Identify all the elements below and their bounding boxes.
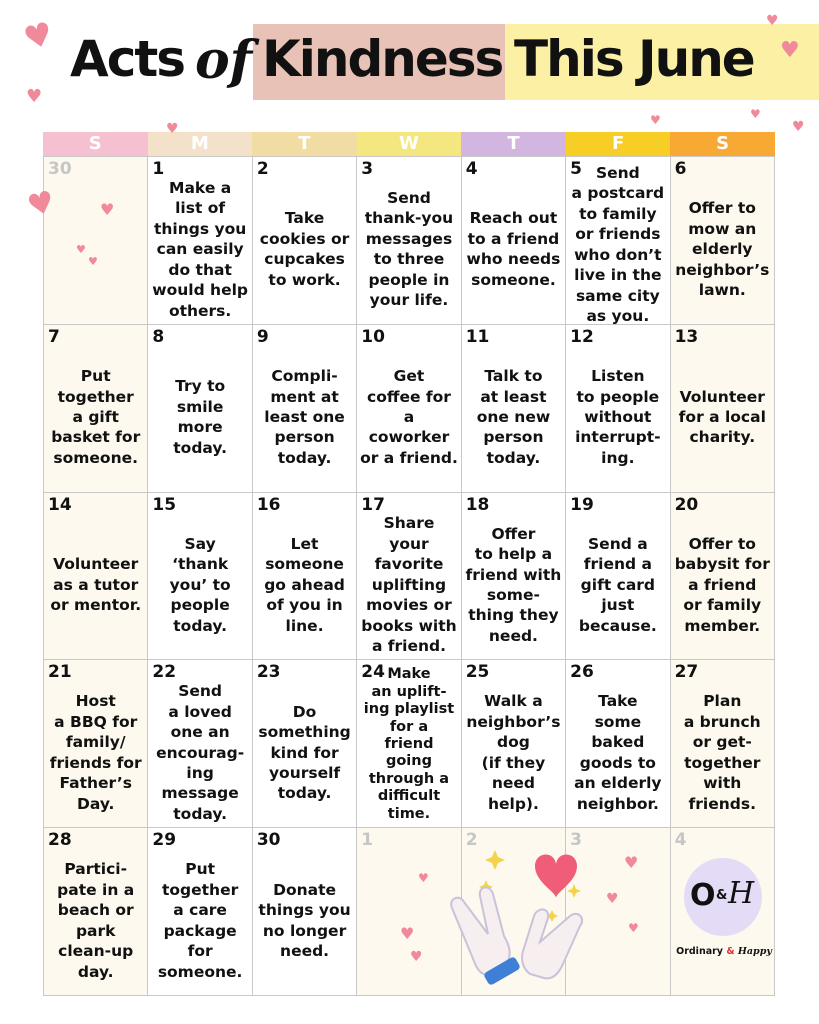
heart-icon: ♥ xyxy=(628,921,639,935)
kindness-activity: Send a loved one an encourag- ing message today. xyxy=(156,682,245,823)
calendar-day-cell xyxy=(566,325,670,493)
day-number: 6 xyxy=(674,159,687,179)
calendar-day-cell xyxy=(462,325,566,493)
page-title xyxy=(0,22,819,102)
kindness-activity: Try to smile more today. xyxy=(173,377,227,457)
heart-icon: ♥ xyxy=(780,38,800,63)
heart-icon: ♥ xyxy=(410,949,423,965)
heart-icon: ♥ xyxy=(792,119,805,135)
day-number: 13 xyxy=(674,326,699,347)
brand-ampersand: & xyxy=(726,946,735,957)
title-of: of xyxy=(195,30,253,91)
title-this-june: This June xyxy=(514,30,754,88)
day-number: 22 xyxy=(152,662,177,683)
kindness-activity: Send a friend a gift card just because. xyxy=(578,534,657,635)
weekday-header-2: T xyxy=(252,132,357,156)
calendar-grid xyxy=(43,156,775,996)
kindness-activity: Put together a gift basket for someone. xyxy=(51,367,141,467)
kindness-activity: Volunteer for a local charity. xyxy=(678,387,766,447)
kindness-activity: Get coffee for a coworker or a friend. xyxy=(360,367,458,467)
weekday-header-5: F xyxy=(566,132,671,156)
kindness-activity: Compli- ment at least one person today. xyxy=(264,367,345,467)
kindness-activity: Volunteer as a tutor or mentor. xyxy=(50,555,142,615)
day-number: 15 xyxy=(152,494,177,515)
weekday-header-0: S xyxy=(43,132,148,156)
heart-icon: ♥ xyxy=(88,255,98,268)
calendar-day-cell xyxy=(671,493,775,661)
day-number: 30 xyxy=(48,159,72,179)
heart-icon: ♥ xyxy=(750,107,761,121)
day-number: 19 xyxy=(570,494,594,515)
calendar-day-cell xyxy=(148,660,252,828)
heart-icon: ♥ xyxy=(606,891,619,907)
brand-word-happy: Happy xyxy=(737,946,772,957)
calendar-day-cell xyxy=(357,325,461,493)
day-number: 14 xyxy=(48,494,72,515)
kindness-activity: Take cookies or cupcakes to work. xyxy=(259,209,350,289)
calendar-day-cell xyxy=(148,493,252,661)
heart-icon: ♥ xyxy=(766,13,779,29)
logo-letter-o: O xyxy=(690,878,716,913)
day-number: 16 xyxy=(256,494,281,515)
day-number: 1 xyxy=(361,830,374,851)
weekday-header-3: W xyxy=(357,132,462,156)
kindness-activity: Do something kind for yourself today. xyxy=(258,702,351,803)
kindness-activity: Put together a care package for someone. xyxy=(157,860,243,981)
day-number: 25 xyxy=(465,662,490,683)
calendar-day-cell xyxy=(357,660,461,828)
day-number: 4 xyxy=(465,159,478,179)
day-number: 2 xyxy=(465,830,478,851)
kindness-activity: Make an uplift- ing playlist for a friend going through a difficult time. xyxy=(363,666,455,822)
kindness-activity: Let someone go ahead of you in line. xyxy=(264,534,345,635)
heart-icon: ♥ xyxy=(76,243,86,256)
day-number: 10 xyxy=(361,326,385,347)
day-number: 5 xyxy=(570,159,582,179)
kindness-activity: Partici- pate in a beach or park clean-up day. xyxy=(57,860,135,981)
calendar-day-cell xyxy=(44,493,148,661)
day-number: 24 xyxy=(361,662,385,683)
kindness-activity: Offer to mow an elderly neighbor’s lawn. xyxy=(675,199,770,300)
logo-ampersand: & xyxy=(716,888,728,903)
weekday-header-4: T xyxy=(461,132,566,156)
calendar-day-cell xyxy=(671,157,775,325)
calendar-day-cell xyxy=(44,828,148,996)
day-number: 9 xyxy=(256,326,269,347)
logo-letter-h: H xyxy=(728,876,755,911)
heart-icon: ♥ xyxy=(166,121,179,137)
heart-icon: ♥ xyxy=(23,184,59,225)
calendar-day-cell xyxy=(462,157,566,325)
calendar-day-cell xyxy=(44,660,148,828)
day-number: 18 xyxy=(465,494,490,515)
kindness-activity: Offer to babysit for a friend or family member. xyxy=(674,534,770,635)
calendar-day-cell xyxy=(148,325,252,493)
heart-icon: ♥ xyxy=(100,200,115,219)
day-number: 29 xyxy=(152,830,177,851)
heart-icon: ♥ xyxy=(650,113,661,127)
day-number: 12 xyxy=(570,326,594,347)
day-number: 17 xyxy=(361,494,385,515)
day-number: 7 xyxy=(48,326,60,347)
calendar-day-cell xyxy=(671,660,775,828)
heart-icon: ♥ xyxy=(400,924,415,943)
brand-word-ordinary: Ordinary xyxy=(676,946,723,957)
calendar-day-cell xyxy=(566,660,670,828)
day-number: 3 xyxy=(570,830,582,851)
weekday-header-6: S xyxy=(670,132,775,156)
calendar-day-cell xyxy=(253,157,357,325)
calendar-day-cell xyxy=(253,325,357,493)
kindness-activity: Walk a neighbor’s dog (if they need help). xyxy=(466,692,561,813)
kindness-activity: Share your favorite uplifting movies or books with a friend. xyxy=(361,514,457,656)
day-number: 2 xyxy=(256,159,269,179)
day-number: 26 xyxy=(570,662,594,683)
kindness-activity: Take some baked goods to an elderly neighbor. xyxy=(574,692,662,813)
calendar-day-cell xyxy=(253,493,357,661)
day-number: 20 xyxy=(674,494,699,515)
heart-icon: ♥ xyxy=(26,86,43,107)
day-number: 21 xyxy=(48,662,72,683)
title-acts: Acts xyxy=(70,30,184,88)
calendar-day-cell xyxy=(148,157,252,325)
calendar-day-cell xyxy=(462,493,566,661)
kindness-activity: Listen to people without interrupt- ing. xyxy=(575,367,661,467)
kindness-activity: Send thank-you messages to three people in your life. xyxy=(364,189,454,310)
heart-icon: ♥ xyxy=(624,853,639,872)
kindness-activity: Talk to at least one new person today. xyxy=(476,367,551,467)
day-number: 23 xyxy=(256,662,281,683)
title-kindness: Kindness xyxy=(262,30,503,88)
weekday-header-row xyxy=(43,132,775,156)
kindness-activity: Reach out to a friend who needs someone. xyxy=(466,209,561,289)
calendar-day-cell xyxy=(566,157,670,325)
calendar-day-cell xyxy=(357,493,461,661)
kindness-activity: Donate things you no longer need. xyxy=(258,880,351,961)
brand-name xyxy=(672,946,776,957)
calendar-day-cell xyxy=(253,660,357,828)
helping-hands-icon xyxy=(440,838,590,993)
day-number: 27 xyxy=(674,662,699,683)
calendar-day-cell xyxy=(462,660,566,828)
calendar-day-cell xyxy=(566,493,670,661)
kindness-activity: Plan a brunch or get- together with friends. xyxy=(683,692,761,813)
heart-icon: ♥ xyxy=(19,13,58,59)
day-number: 11 xyxy=(465,326,490,347)
calendar-day-cell xyxy=(44,325,148,493)
kindness-activity: Send a postcard to family or friends who don’t live in the same city as you. xyxy=(571,164,665,325)
kindness-activity: Make a list of things you can easily do that would help others. xyxy=(152,178,249,320)
calendar-day-cell xyxy=(44,157,148,325)
day-number: 28 xyxy=(48,830,72,851)
day-number: 4 xyxy=(674,830,687,851)
day-number: 3 xyxy=(361,159,374,179)
day-number: 30 xyxy=(256,830,281,851)
weekday-header-1: M xyxy=(148,132,253,156)
calendar-day-cell xyxy=(148,828,252,996)
calendar-day-cell xyxy=(357,157,461,325)
kindness-activity: Say ‘thank you’ to people today. xyxy=(169,534,231,635)
heart-icon: ♥ xyxy=(418,871,429,885)
calendar-day-cell xyxy=(671,325,775,493)
day-number: 8 xyxy=(152,326,165,347)
calendar-day-cell xyxy=(253,828,357,996)
brand-logo xyxy=(684,858,762,936)
kindness-activity: Host a BBQ for family/ friends for Father’s Day. xyxy=(49,692,142,813)
kindness-activity: Offer to help a friend with some- thing they need. xyxy=(465,524,562,645)
day-number: 1 xyxy=(152,159,165,179)
